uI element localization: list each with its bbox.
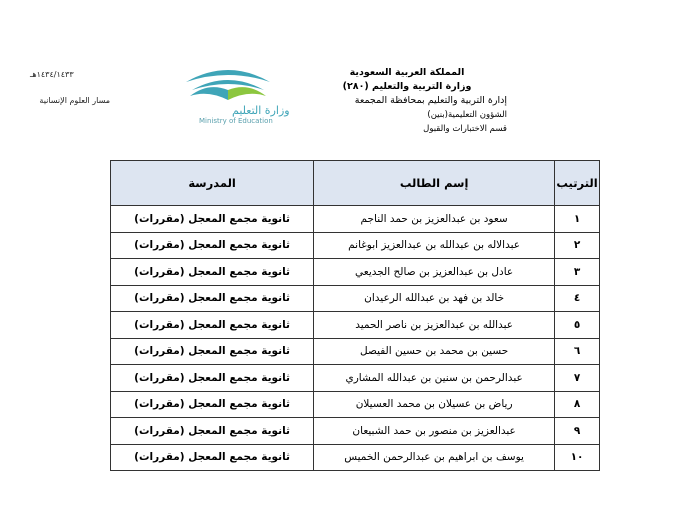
table-row	[111, 206, 600, 233]
student-name-cell: خالد بن فهد بن عبدالله الرعيدان	[314, 285, 555, 312]
header-line-department: قسم الاختبارات والقبول	[423, 124, 507, 134]
rank-column-header: الترتيب	[555, 161, 600, 206]
ministry-header	[307, 66, 507, 136]
student-name-cell: يوسف بن ابراهيم بن عبدالرحمن الخميس	[314, 444, 555, 471]
track-label: مسار العلوم الإنسانية	[39, 96, 110, 105]
table-row	[111, 285, 600, 312]
rank-cell: ٢	[555, 232, 600, 259]
student-name-cell: عبدالاله بن عبدالله بن عبدالعزيز ابوغانم	[314, 232, 555, 259]
header-line-directorate: إدارة التربية والتعليم بمحافظة المجمعة	[354, 95, 507, 106]
table-row	[111, 259, 600, 286]
school-column-header: المدرسة	[111, 161, 314, 206]
student-name-cell: حسين بن محمد بن حسين الفيصل	[314, 338, 555, 365]
table-row	[111, 418, 600, 445]
table-row	[111, 232, 600, 259]
rank-cell: ١	[555, 206, 600, 233]
student-name-cell: سعود بن عبدالعزيز بن حمد الناجم	[314, 206, 555, 233]
header-line-kingdom: المملكة العربية السعودية	[349, 67, 465, 78]
student-column-header: إسم الطالب	[314, 161, 555, 206]
rank-cell: ١٠	[555, 444, 600, 471]
school-cell: ثانوية مجمع المعجل (مقررات)	[111, 232, 314, 259]
student-name-cell: عبدالله بن عبدالعزيز بن ناصر الحميد	[314, 312, 555, 339]
header-line-ministry: وزارة التربية والتعليم (٢٨٠)	[342, 81, 472, 92]
logo-arabic-text: وزارة التعليم	[232, 104, 290, 117]
rank-cell: ٤	[555, 285, 600, 312]
school-cell: ثانوية مجمع المعجل (مقررات)	[111, 285, 314, 312]
table-row	[111, 338, 600, 365]
document-meta	[30, 68, 110, 108]
school-cell: ثانوية مجمع المعجل (مقررات)	[111, 338, 314, 365]
students-table	[110, 160, 600, 471]
school-cell: ثانوية مجمع المعجل (مقررات)	[111, 312, 314, 339]
rank-cell: ٩	[555, 418, 600, 445]
rank-cell: ٥	[555, 312, 600, 339]
table-row	[111, 365, 600, 392]
rank-cell: ٨	[555, 391, 600, 418]
table-row	[111, 391, 600, 418]
school-cell: ثانوية مجمع المعجل (مقررات)	[111, 259, 314, 286]
school-cell: ثانوية مجمع المعجل (مقررات)	[111, 444, 314, 471]
header-line-affairs: الشؤون التعليمية(بنين)	[427, 110, 507, 120]
logo-english-text: Ministry of Education	[199, 117, 273, 125]
rank-cell: ٣	[555, 259, 600, 286]
school-cell: ثانوية مجمع المعجل (مقررات)	[111, 365, 314, 392]
table-header-row	[111, 161, 600, 206]
table-row	[111, 312, 600, 339]
student-name-cell: رياض بن عسيلان بن محمد العسيلان	[314, 391, 555, 418]
academic-year: ١٤٣٤/١٤٣٣هـ	[30, 70, 74, 79]
student-name-cell: عبدالرحمن بن سنين بن عبدالله المشاري	[314, 365, 555, 392]
school-cell: ثانوية مجمع المعجل (مقررات)	[111, 418, 314, 445]
school-cell: ثانوية مجمع المعجل (مقررات)	[111, 206, 314, 233]
rank-cell: ٦	[555, 338, 600, 365]
student-name-cell: عادل بن عبدالعزيز بن صالح الجديعي	[314, 259, 555, 286]
table-row	[111, 444, 600, 471]
rank-cell: ٧	[555, 365, 600, 392]
student-name-cell: عبدالعزيز بن منصور بن حمد الشبيعان	[314, 418, 555, 445]
school-cell: ثانوية مجمع المعجل (مقررات)	[111, 391, 314, 418]
